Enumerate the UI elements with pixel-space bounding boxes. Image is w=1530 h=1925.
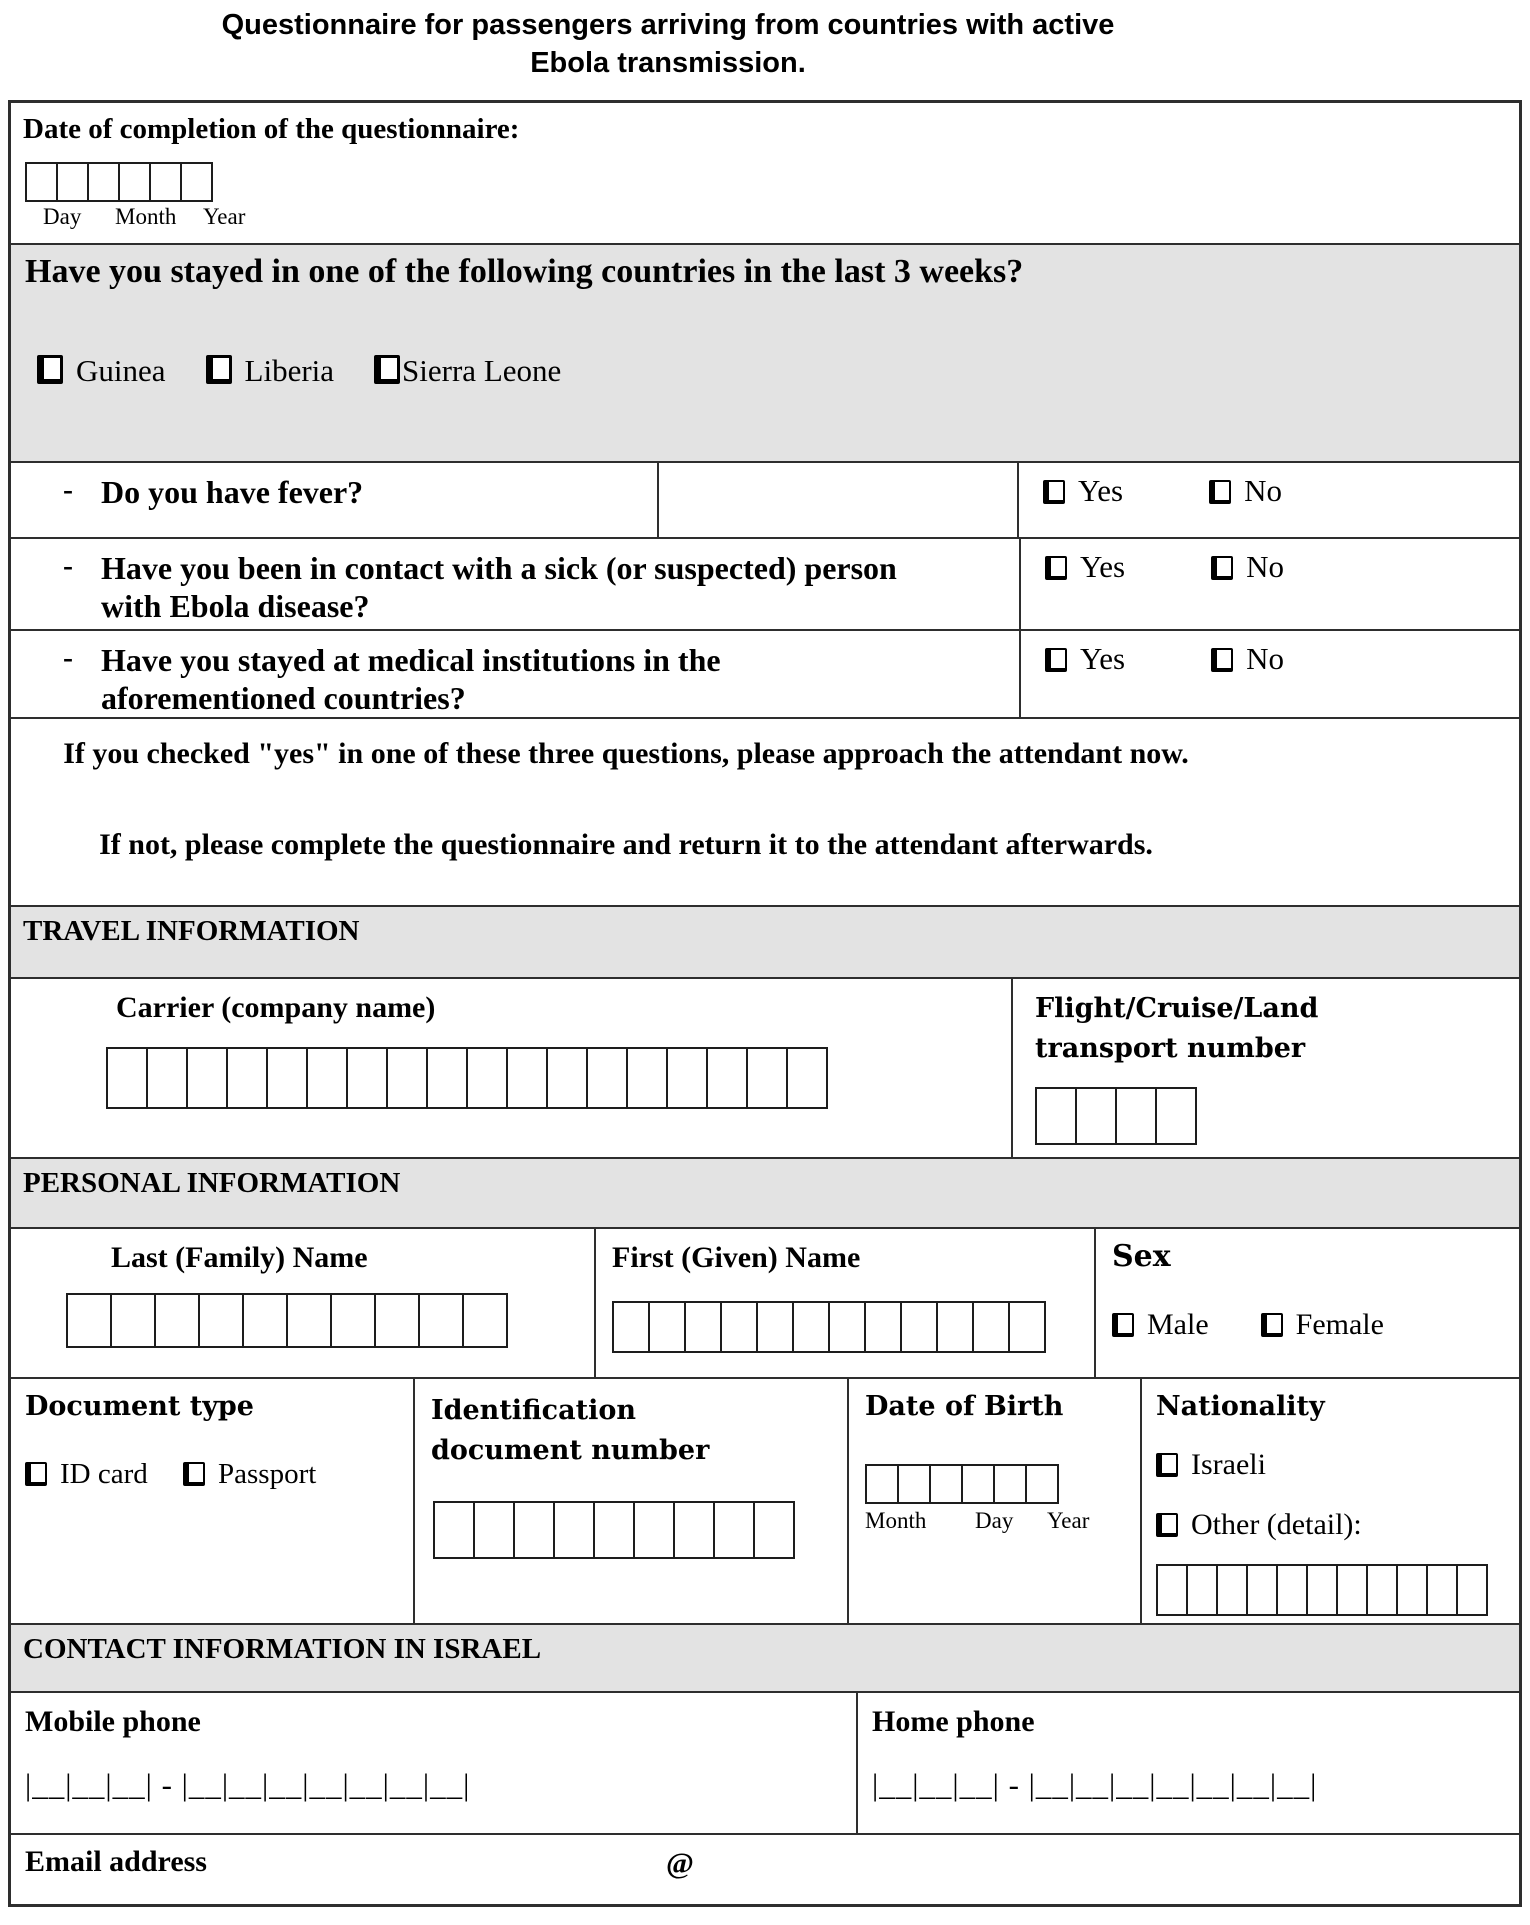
contact-header-label: CONTACT INFORMATION IN ISRAEL — [23, 1633, 542, 1665]
sex-label: Sex — [1112, 1239, 1171, 1274]
char-box[interactable] — [648, 1301, 686, 1353]
passport-label: Passport — [218, 1458, 317, 1490]
first-name-cell — [596, 1229, 1096, 1377]
char-box[interactable] — [374, 1293, 420, 1348]
char-box[interactable] — [266, 1047, 308, 1109]
char-box[interactable] — [330, 1293, 376, 1348]
char-box[interactable] — [306, 1047, 348, 1109]
char-box[interactable] — [1008, 1301, 1046, 1353]
medical-question: Have you stayed at medical institutions in the aforementioned countries? — [101, 642, 721, 716]
fever-question-cell — [11, 463, 659, 537]
char-box[interactable] — [149, 162, 182, 202]
char-box[interactable] — [553, 1501, 595, 1559]
contact-question-row — [11, 539, 1519, 631]
dob-year-label: Year — [1047, 1508, 1090, 1533]
char-box[interactable] — [154, 1293, 200, 1348]
mobile-phone-cell — [11, 1693, 858, 1833]
medical-yes-option[interactable] — [1045, 641, 1125, 676]
contact-answer-cell — [1021, 539, 1519, 629]
flight-number-boxes[interactable] — [1035, 1087, 1519, 1145]
instruction-complete-questionnaire: If not, please complete the questionnaire and return it to the attendant afterwards. — [99, 828, 1153, 861]
guinea-checkbox[interactable] — [37, 355, 63, 384]
nationality-cell — [1142, 1379, 1519, 1623]
char-box[interactable] — [900, 1301, 938, 1353]
char-box[interactable] — [386, 1047, 428, 1109]
other-nationality-boxes[interactable] — [1156, 1564, 1519, 1616]
instruction-approach-attendant: If you checked "yes" in one of these three questions, please approach the attendant now. — [63, 737, 1189, 770]
char-box[interactable] — [25, 162, 58, 202]
fever-no-option[interactable] — [1209, 473, 1282, 508]
char-box[interactable] — [546, 1047, 588, 1109]
char-box[interactable] — [198, 1293, 244, 1348]
char-box[interactable] — [792, 1301, 830, 1353]
char-box[interactable] — [56, 162, 89, 202]
last-name-cell — [11, 1229, 596, 1377]
last-name-label: Last (Family) Name — [111, 1241, 368, 1274]
char-box[interactable] — [106, 1047, 148, 1109]
medical-no-option[interactable] — [1211, 641, 1284, 676]
contact-yes-checkbox[interactable] — [1045, 556, 1067, 580]
medical-question-cell — [11, 631, 1021, 717]
carrier-cell — [11, 979, 1013, 1157]
char-box[interactable] — [1025, 1464, 1059, 1504]
date-of-birth-label: Date of Birth — [865, 1391, 1064, 1422]
phones-row — [11, 1693, 1519, 1835]
char-box[interactable] — [1366, 1564, 1398, 1616]
option-female[interactable] — [1261, 1308, 1384, 1341]
char-box[interactable] — [513, 1501, 555, 1559]
char-box[interactable] — [673, 1501, 715, 1559]
fever-yes-label: Yes — [1078, 473, 1124, 508]
char-box[interactable] — [180, 162, 213, 202]
liberia-checkbox[interactable] — [206, 355, 232, 384]
email-label: Email address — [25, 1845, 207, 1878]
countries-question-row — [11, 245, 1519, 463]
char-box[interactable] — [286, 1293, 332, 1348]
countries-options — [25, 353, 1505, 389]
liberia-label: Liberia — [244, 353, 335, 388]
fever-question: Do you have fever? — [101, 474, 364, 510]
contact-question-cell — [11, 539, 1021, 629]
char-box[interactable] — [1075, 1087, 1117, 1145]
fever-yes-option[interactable] — [1043, 473, 1123, 508]
day-label: Day — [43, 204, 82, 229]
other-nationality-checkbox[interactable] — [1156, 1513, 1178, 1537]
nationality-label: Nationality — [1156, 1391, 1325, 1422]
id-card-label: ID card — [60, 1458, 148, 1490]
fever-no-checkbox[interactable] — [1209, 480, 1231, 504]
dob-day-label: Day — [975, 1508, 1014, 1533]
char-box[interactable] — [506, 1047, 548, 1109]
travel-section-header — [11, 907, 1519, 979]
char-box[interactable] — [828, 1301, 866, 1353]
home-phone-label: Home phone — [872, 1705, 1035, 1738]
medical-yes-checkbox[interactable] — [1045, 648, 1067, 672]
char-box[interactable] — [346, 1047, 388, 1109]
fever-yes-checkbox[interactable] — [1043, 480, 1065, 504]
option-israeli[interactable] — [1156, 1448, 1519, 1482]
israeli-checkbox[interactable] — [1156, 1453, 1178, 1477]
fever-empty-cell — [659, 463, 1019, 537]
char-box[interactable] — [684, 1301, 722, 1353]
medical-yes-label: Yes — [1080, 641, 1126, 676]
char-box[interactable] — [1336, 1564, 1368, 1616]
date-boxes[interactable] — [25, 162, 1519, 202]
dob-month-label: Month — [865, 1508, 927, 1533]
home-phone-cell — [858, 1693, 1519, 1833]
char-box[interactable] — [1246, 1564, 1278, 1616]
contact-section-header — [11, 1625, 1519, 1693]
char-box[interactable] — [746, 1047, 788, 1109]
bullet-dash: - — [63, 473, 73, 506]
id-number-label: Identification document number — [431, 1395, 710, 1466]
male-checkbox[interactable] — [1112, 1313, 1134, 1337]
last-name-boxes[interactable] — [66, 1293, 594, 1348]
id-number-cell — [415, 1379, 849, 1623]
char-box[interactable] — [87, 162, 120, 202]
israeli-label: Israeli — [1191, 1448, 1266, 1481]
contact-yes-label: Yes — [1080, 549, 1126, 584]
char-box[interactable] — [226, 1047, 268, 1109]
id-card-checkbox[interactable] — [25, 1462, 47, 1486]
bullet-dash: - — [63, 549, 73, 582]
fever-no-label: No — [1244, 473, 1282, 508]
option-id-card[interactable] — [25, 1458, 148, 1490]
email-row — [11, 1835, 1519, 1904]
medical-no-checkbox[interactable] — [1211, 648, 1233, 672]
medical-answer-cell — [1021, 631, 1519, 717]
char-box[interactable] — [1115, 1087, 1157, 1145]
passport-checkbox[interactable] — [183, 1462, 205, 1486]
char-box[interactable] — [186, 1047, 228, 1109]
option-male[interactable] — [1112, 1308, 1209, 1341]
date-of-completion-label: Date of completion of the questionnaire: — [23, 113, 520, 145]
date-unit-labels — [23, 202, 283, 232]
guinea-label: Guinea — [76, 353, 166, 388]
carrier-label: Carrier (company name) — [116, 991, 436, 1024]
date-of-birth-boxes[interactable] — [865, 1464, 1140, 1504]
char-box[interactable] — [1306, 1564, 1338, 1616]
char-box[interactable] — [897, 1464, 931, 1504]
option-passport[interactable] — [183, 1458, 316, 1490]
id-number-boxes[interactable] — [433, 1501, 847, 1559]
char-box[interactable] — [961, 1464, 995, 1504]
char-box[interactable] — [720, 1301, 758, 1353]
questionnaire-form — [8, 100, 1522, 1907]
char-box[interactable] — [426, 1047, 468, 1109]
carrier-boxes[interactable] — [106, 1047, 1011, 1109]
page-title — [0, 6, 1336, 82]
page-title-line1: Questionnaire for passengers arriving from countries with active — [221, 9, 1115, 41]
countries-question: Have you stayed in one of the following countries in the last 3 weeks? — [25, 253, 1024, 290]
document-type-label: Document type — [25, 1391, 254, 1422]
option-guinea[interactable] — [37, 353, 166, 388]
instructions-row — [11, 719, 1519, 907]
char-box[interactable] — [1216, 1564, 1248, 1616]
char-box[interactable] — [936, 1301, 974, 1353]
contact-no-checkbox[interactable] — [1211, 556, 1233, 580]
medical-no-label: No — [1246, 641, 1284, 676]
fever-question-row — [11, 463, 1519, 539]
char-box[interactable] — [972, 1301, 1010, 1353]
other-nationality-label: Other (detail): — [1191, 1508, 1362, 1541]
sex-cell — [1096, 1229, 1519, 1377]
mobile-phone-field[interactable]: |__|__|__| - |__|__|__|__|__|__|__| — [25, 1767, 471, 1802]
instructions-text — [11, 729, 1241, 869]
char-box[interactable] — [1156, 1564, 1188, 1616]
char-box[interactable] — [1035, 1087, 1077, 1145]
document-type-cell — [11, 1379, 415, 1623]
first-name-label: First (Given) Name — [612, 1241, 861, 1274]
dob-unit-labels — [865, 1504, 1125, 1534]
char-box[interactable] — [1396, 1564, 1428, 1616]
sex-options — [1112, 1308, 1519, 1342]
flight-number-cell — [1013, 979, 1519, 1157]
char-box[interactable] — [1155, 1087, 1197, 1145]
char-box[interactable] — [1456, 1564, 1488, 1616]
carrier-row — [11, 979, 1519, 1159]
char-box[interactable] — [626, 1047, 668, 1109]
char-box[interactable] — [146, 1047, 188, 1109]
char-box[interactable] — [586, 1047, 628, 1109]
char-box[interactable] — [118, 162, 151, 202]
travel-header-label: TRAVEL INFORMATION — [23, 915, 360, 947]
female-checkbox[interactable] — [1261, 1313, 1283, 1337]
sierra-leone-label: Sierra Leone — [402, 353, 562, 388]
char-box[interactable] — [66, 1293, 112, 1348]
char-box[interactable] — [1186, 1564, 1218, 1616]
fever-answer-cell — [1019, 463, 1519, 537]
flight-number-label: Flight/Cruise/Land transport number — [1035, 993, 1319, 1064]
medical-question-row — [11, 631, 1519, 719]
char-box[interactable] — [666, 1047, 708, 1109]
sierra-leone-checkbox[interactable] — [374, 355, 400, 384]
char-box[interactable] — [462, 1293, 508, 1348]
at-symbol: @ — [666, 1847, 694, 1880]
date-of-completion-row — [11, 103, 1519, 245]
option-liberia[interactable] — [206, 353, 335, 388]
char-box[interactable] — [473, 1501, 515, 1559]
char-box[interactable] — [864, 1301, 902, 1353]
date-of-birth-cell — [849, 1379, 1142, 1623]
char-box[interactable] — [242, 1293, 288, 1348]
char-box[interactable] — [713, 1501, 755, 1559]
personal-header-label: PERSONAL INFORMATION — [23, 1167, 401, 1199]
char-box[interactable] — [1276, 1564, 1308, 1616]
char-box[interactable] — [612, 1301, 650, 1353]
document-row — [11, 1379, 1519, 1625]
char-box[interactable] — [110, 1293, 156, 1348]
female-label: Female — [1295, 1308, 1384, 1341]
char-box[interactable] — [418, 1293, 464, 1348]
personal-section-header — [11, 1159, 1519, 1229]
first-name-boxes[interactable] — [612, 1301, 1094, 1353]
char-box[interactable] — [593, 1501, 635, 1559]
mobile-phone-label: Mobile phone — [25, 1705, 201, 1738]
document-type-options — [25, 1458, 413, 1491]
char-box[interactable] — [993, 1464, 1027, 1504]
char-box[interactable] — [433, 1501, 475, 1559]
char-box[interactable] — [633, 1501, 675, 1559]
char-box[interactable] — [786, 1047, 828, 1109]
contact-yes-option[interactable] — [1045, 549, 1125, 584]
char-box[interactable] — [753, 1501, 795, 1559]
home-phone-field[interactable]: |__|__|__| - |__|__|__|__|__|__|__| — [872, 1767, 1318, 1802]
char-box[interactable] — [756, 1301, 794, 1353]
option-other-nationality[interactable] — [1156, 1508, 1519, 1542]
char-box[interactable] — [706, 1047, 748, 1109]
contact-no-label: No — [1246, 549, 1284, 584]
char-box[interactable] — [929, 1464, 963, 1504]
option-sierra-leone[interactable] — [374, 353, 562, 388]
contact-question: Have you been in contact with a sick (or suspected) person with Ebola disease? — [101, 550, 897, 624]
char-box[interactable] — [865, 1464, 899, 1504]
contact-no-option[interactable] — [1211, 549, 1284, 584]
year-label: Year — [203, 204, 246, 229]
char-box[interactable] — [466, 1047, 508, 1109]
month-label: Month — [115, 204, 177, 229]
page-title-line2: Ebola transmission. — [530, 47, 806, 79]
names-row — [11, 1229, 1519, 1379]
bullet-dash: - — [63, 641, 73, 674]
char-box[interactable] — [1426, 1564, 1458, 1616]
male-label: Male — [1147, 1308, 1209, 1341]
